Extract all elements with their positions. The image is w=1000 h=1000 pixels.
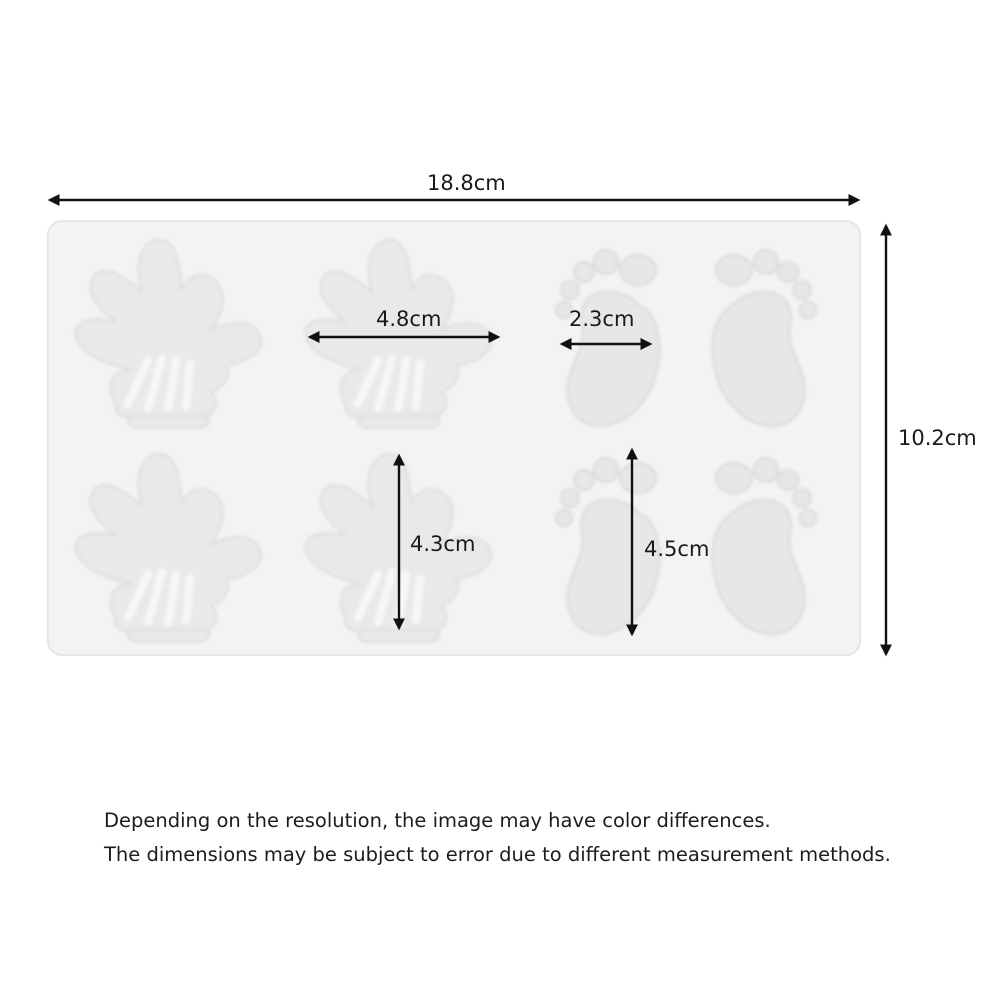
hand-width-label: 4.8cm bbox=[376, 307, 442, 331]
disclaimer-color: Depending on the resolution, the image may have color differences. bbox=[104, 809, 771, 832]
foot-height-label: 4.5cm bbox=[644, 537, 710, 561]
total-width-label: 18.8cm bbox=[427, 171, 506, 195]
disclaimer-dimensions: The dimensions may be subject to error due to different measurement methods. bbox=[104, 843, 891, 866]
foot-width-label: 2.3cm bbox=[569, 307, 635, 331]
total-height-label: 10.2cm bbox=[898, 426, 977, 450]
hand-height-label: 4.3cm bbox=[410, 532, 476, 556]
